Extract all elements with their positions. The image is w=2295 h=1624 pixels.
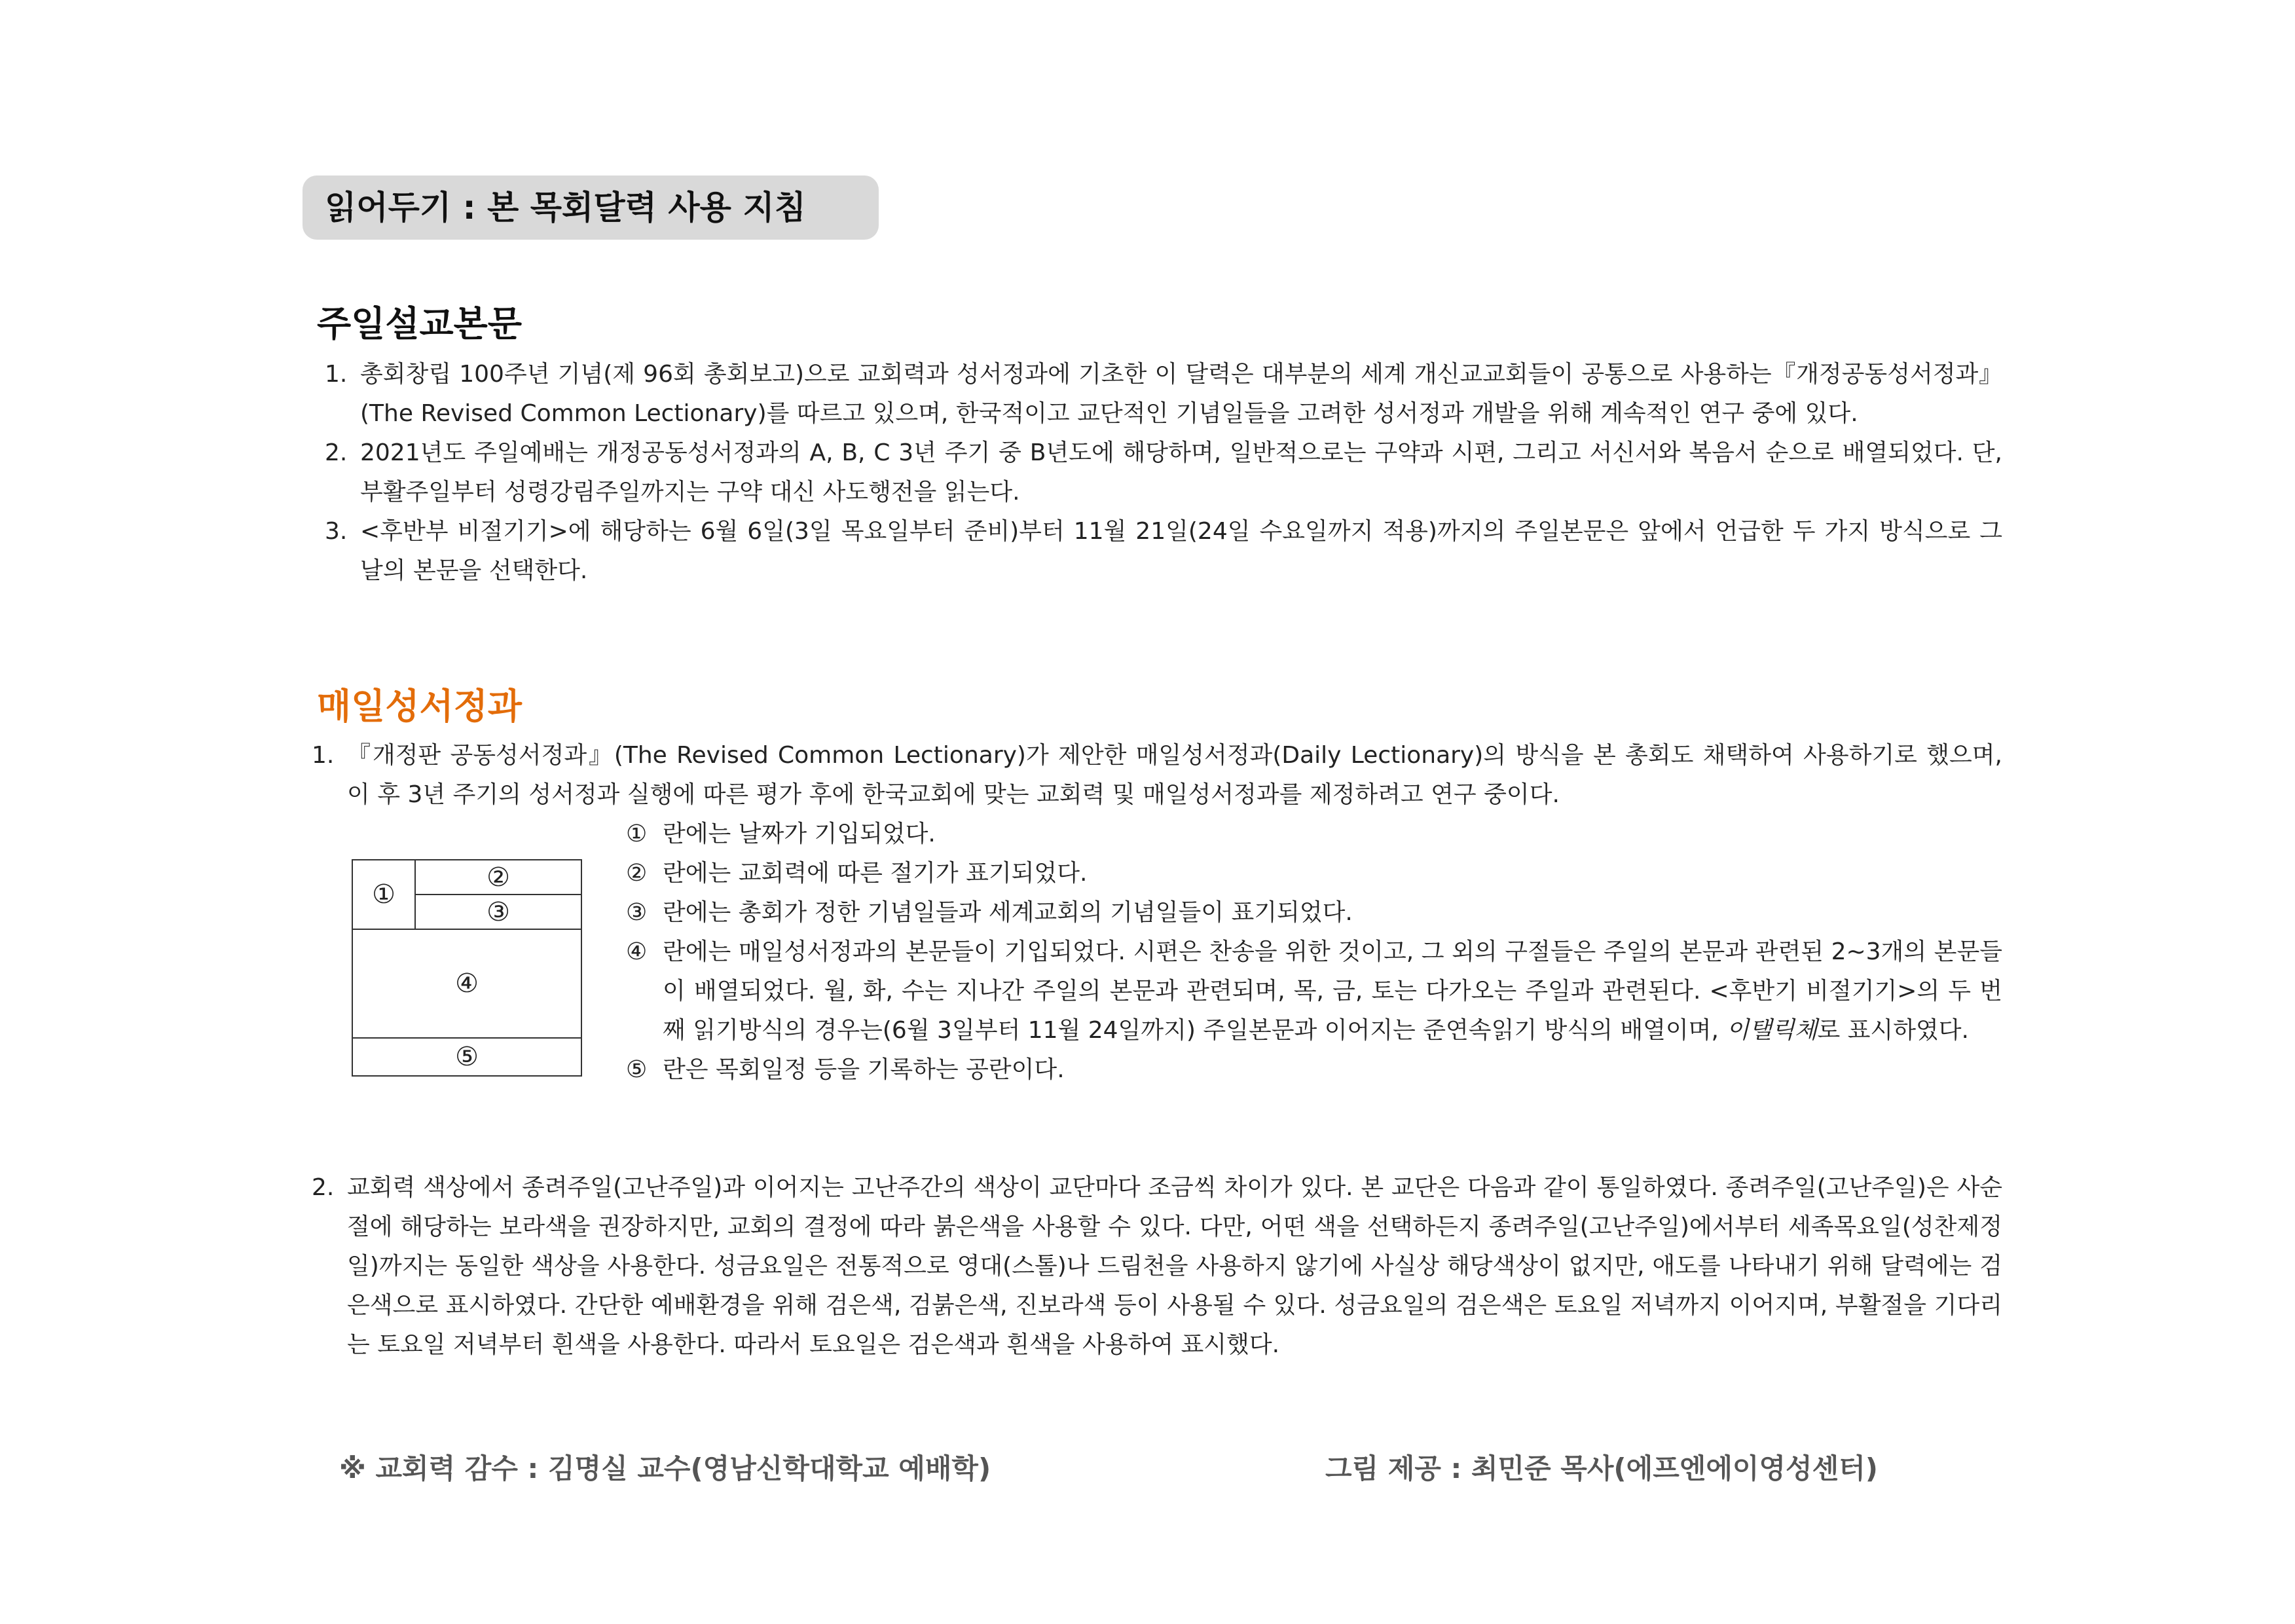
legend-marker: ④ — [626, 938, 648, 965]
liturgical-color-list — [312, 1168, 2002, 1365]
list-item-text: 2021년도 주일예배는 개정공동성서정과의 A, B, C 3년 주기 중 B년도에 해당하며, 일반적으로는 구약과 시편, 그리고 서신서와 복음서 순으로 배열되었다. 단, 부활주일부터 성령강림주일까지는 구약 대신 사도행전을 읽는다. — [360, 439, 2002, 506]
list-item — [325, 512, 2002, 591]
diagram-legend — [626, 815, 2002, 1090]
calendar-cell-diagram — [352, 859, 582, 1077]
credit-calendar-supervision: ※ 교회력 감수 : 김명실 교수(영남신학대학교 예배학) — [339, 1452, 991, 1485]
list-item — [312, 736, 2002, 815]
legend-text: 란에는 매일성서정과의 본문들이 기입되었다. 시편은 찬송을 위한 것이고, 그 외의 구절들은 주일의 본문과 관련된 2~3개의 본문들이 배열되었다. 월, 화, 수는 지나간 주일의 본문과 관련되며, 목, 금, 토는 다가오는 주일과 관련된다. <후반기 비절기기>의 두 번째 읽기방식의 경우는(6월 3일부터 11월 24일까지) 주일본문과 이어지는 준연속읽기 방식의 배열이며, — [663, 938, 2002, 1044]
legend-text-italic: 이탤릭체 — [1726, 1017, 1818, 1044]
list-item — [325, 434, 2002, 512]
list-item — [312, 1168, 2002, 1365]
legend-item — [626, 932, 2002, 1050]
legend-item — [626, 854, 2002, 893]
legend-item — [626, 893, 2002, 932]
diagram-cell-readings: ④ — [353, 930, 581, 1039]
legend-item — [626, 1050, 2002, 1090]
legend-marker: ① — [626, 821, 648, 847]
legend-marker: ⑤ — [626, 1056, 648, 1083]
legend-text-tail: 로 표시하였다. — [1817, 1017, 1969, 1044]
list-item-number: 1. — [312, 742, 335, 769]
diagram-cell-season: ② — [416, 860, 581, 895]
list-item-text: 『개정판 공동성서정과』(The Revised Common Lectionary)가 제안한 매일성서정과(Daily Lectionary)의 방식을 본 총회도 채택하여 사용하기로 했으며, 이 후 3년 주기의 성서정과 실행에 따른 평가 후에 한국교회에 맞는 교회력 및 매일성서정과를 제정하려고 연구 중이다. — [347, 742, 2002, 808]
diagram-cell-notes: ⑤ — [455, 1042, 479, 1072]
section-heading-daily-lectionary: 매일성서정과 — [317, 686, 522, 727]
section-heading-sunday-sermon-texts: 주일설교본문 — [317, 303, 522, 344]
list-item-number: 2. — [312, 1174, 335, 1201]
legend-item — [626, 815, 2002, 854]
diagram-cell-date: ① — [353, 860, 416, 930]
list-item-text: 총회창립 100주년 기념(제 96회 총회보고)으로 교회력과 성서정과에 기초한 이 달력은 대부분의 세계 개신교교회들이 공통으로 사용하는『개정공동성서정과』(The Revised Common Lectionary)를 따르고 있으며, 한국적이고 교단적인 기념일들을 고려한 성서정과 개발을 위해 계속적인 연구 중에 있다. — [360, 361, 2002, 427]
sunday-texts-list — [325, 355, 2002, 591]
credit-illustration: 그림 제공 : 최민준 목사(에프엔에이영성센터) — [1325, 1452, 1878, 1485]
legend-text: 란에는 총회가 정한 기념일들과 세계교회의 기념일들이 표기되었다. — [663, 899, 1353, 926]
list-item-number: 2. — [325, 439, 348, 466]
list-item-text: <후반부 비절기기>에 해당하는 6월 6일(3일 목요일부터 준비)부터 11월 21일(24일 수요일까지 적용)까지의 주일본문은 앞에서 언급한 두 가지 방식으로 그 날의 본문을 선택한다. — [360, 518, 2002, 584]
legend-text: 란에는 교회력에 따른 절기가 표기되었다. — [663, 860, 1088, 887]
list-item-number: 1. — [325, 361, 348, 388]
legend-text: 란은 목회일정 등을 기록하는 공란이다. — [663, 1056, 1065, 1083]
daily-lectionary-list — [312, 736, 2002, 815]
legend-marker: ② — [626, 860, 648, 887]
list-item-number: 3. — [325, 518, 348, 545]
page-title: 읽어두기 : 본 목회달력 사용 지침 — [303, 175, 879, 240]
legend-marker: ③ — [626, 899, 648, 926]
list-item — [325, 355, 2002, 434]
list-item-text: 교회력 색상에서 종려주일(고난주일)과 이어지는 고난주간의 색상이 교단마다 조금씩 차이가 있다. 본 교단은 다음과 같이 통일하였다. 종려주일(고난주일)은 사순절에 해당하는 보라색을 권장하지만, 교회의 결정에 따라 붉은색을 사용할 수 있다. 다만, 어떤 색을 선택하든지 종려주일(고난주일)에서부터 세족목요일(성찬제정일)까지는 동일한 색상을 사용한다. 성금요일은 전통적으로 영대(스톨)나 드림천을 사용하지 않기에 사실상 해당색상이 없지만, 애도를 나타내기 위해 달력에는 검은색으로 표시하였다. 간단한 예배환경을 위해 검은색, 검붉은색, 진보라색 등이 사용될 수 있다. 성금요일의 검은색은 토요일 저녁까지 이어지며, 부활절을 기다리는 토요일 저녁부터 흰색을 사용한다. 따라서 토요일은 검은색과 흰색을 사용하여 표시했다. — [347, 1174, 2002, 1358]
legend-text: 란에는 날짜가 기입되었다. — [663, 821, 936, 847]
diagram-cell-commemoration: ③ — [416, 895, 581, 930]
